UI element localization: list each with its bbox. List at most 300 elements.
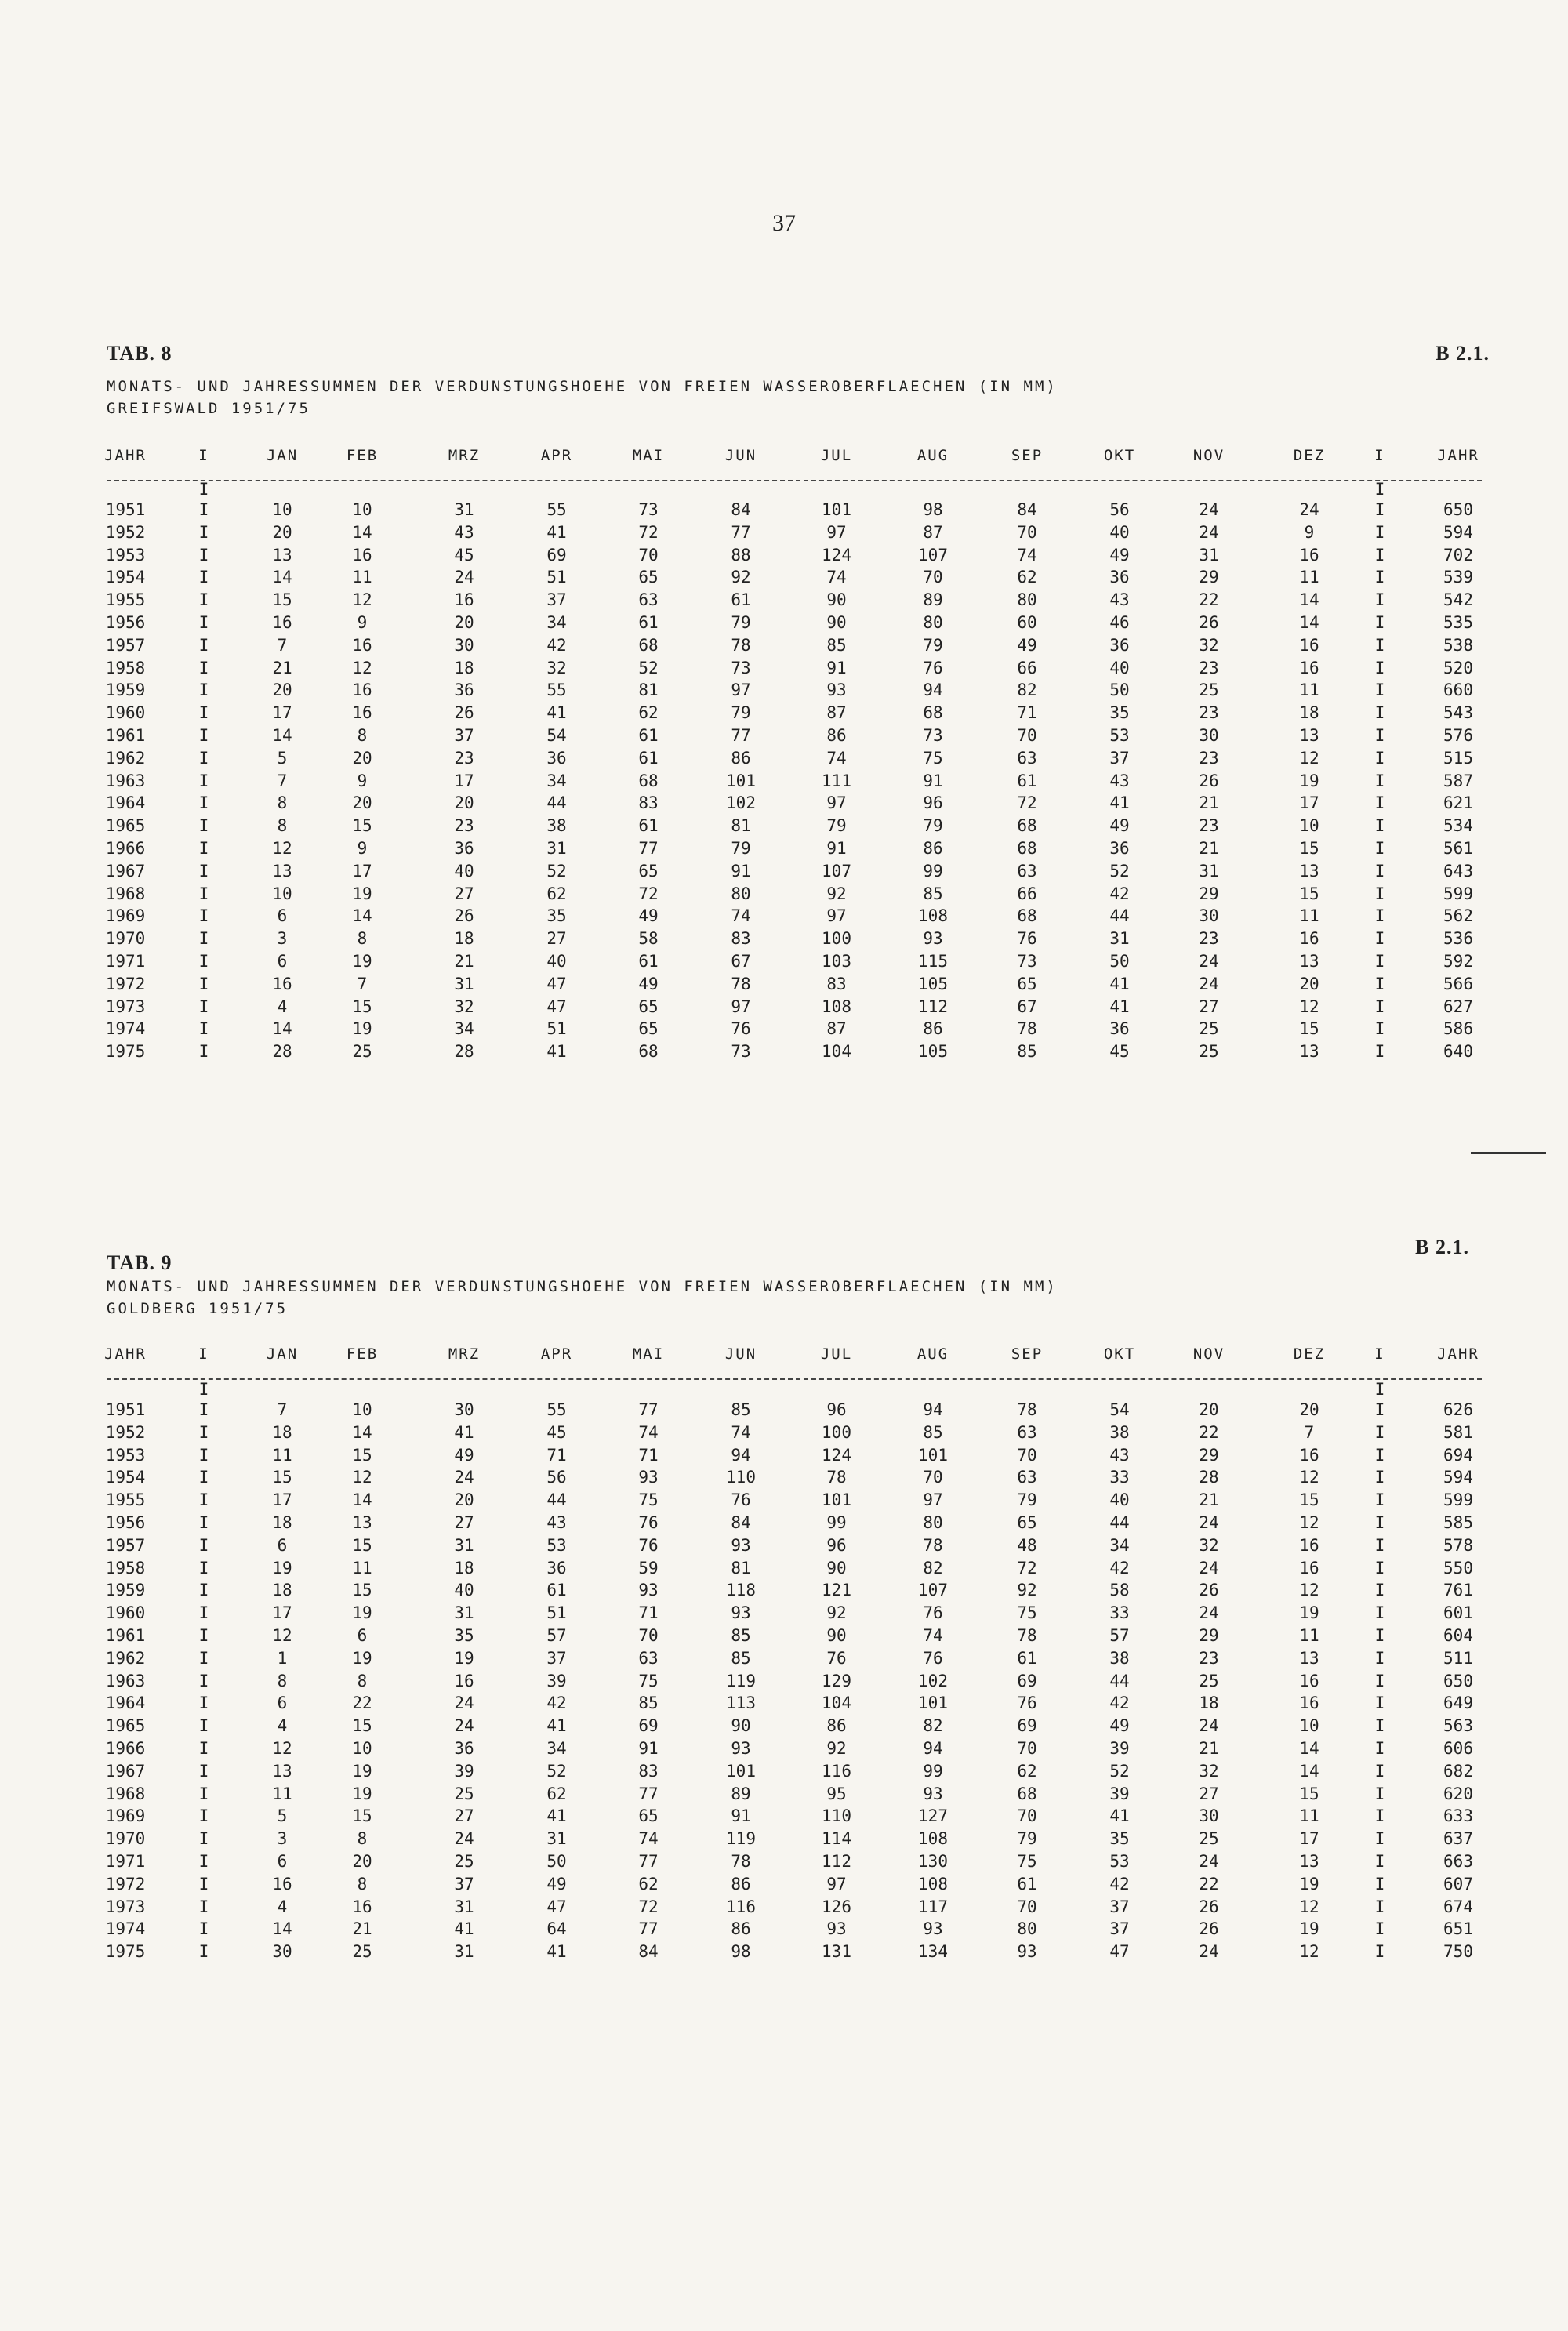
year-cell: 1974 — [105, 1919, 146, 1939]
separator-mark: I — [198, 1603, 209, 1623]
month-value-cell: 73 — [638, 500, 659, 519]
month-value-cell: 87 — [826, 1019, 847, 1039]
month-value-cell: 56 — [1109, 500, 1130, 519]
month-value-cell: 11 — [1299, 681, 1319, 700]
month-value-cell: 16 — [1299, 545, 1319, 565]
separator-mark: I — [198, 1019, 209, 1039]
month-value-cell: 26 — [1199, 1581, 1219, 1600]
month-value-cell: 130 — [918, 1852, 948, 1871]
month-value-cell: 28 — [1199, 1468, 1219, 1487]
month-value-cell: 16 — [454, 1671, 474, 1690]
month-value-cell: 79 — [731, 703, 751, 723]
month-value-cell: 14 — [352, 906, 372, 926]
month-value-cell: 61 — [546, 1581, 567, 1600]
year-cell: 1962 — [105, 748, 146, 768]
month-value-cell: 103 — [822, 952, 851, 971]
year-cell: 1971 — [105, 1852, 146, 1871]
month-value-cell: 36 — [546, 748, 567, 768]
column-header: FEB — [346, 447, 379, 464]
month-value-cell: 16 — [272, 1874, 292, 1893]
month-value-cell: 86 — [923, 839, 943, 858]
month-value-cell: 21 — [1199, 839, 1219, 858]
month-value-cell: 35 — [1109, 703, 1130, 723]
month-value-cell: 8 — [277, 793, 288, 813]
month-value-cell: 101 — [918, 1694, 948, 1713]
month-value-cell: 77 — [731, 522, 751, 542]
month-value-cell: 10 — [352, 1400, 372, 1419]
separator-mark: I — [1374, 906, 1385, 926]
column-header: JUN — [724, 447, 757, 464]
month-value-cell: 72 — [638, 522, 659, 542]
month-value-cell: 73 — [1017, 952, 1037, 971]
month-value-cell: 26 — [454, 703, 474, 723]
month-value-cell: 15 — [352, 1806, 372, 1826]
month-value-cell: 97 — [731, 681, 751, 700]
month-value-cell: 51 — [546, 1603, 567, 1623]
month-value-cell: 21 — [1199, 1490, 1219, 1510]
month-value-cell: 116 — [726, 1897, 756, 1916]
month-value-cell: 61 — [731, 590, 751, 610]
month-value-cell: 68 — [1017, 1784, 1037, 1803]
month-value-cell: 19 — [1299, 1919, 1319, 1939]
year-cell: 1957 — [105, 635, 146, 655]
month-value-cell: 32 — [1199, 1535, 1219, 1555]
month-value-cell: 75 — [1017, 1852, 1037, 1871]
month-value-cell: 79 — [923, 635, 943, 655]
month-value-cell: 31 — [546, 839, 567, 858]
separator-mark: I — [198, 793, 209, 813]
month-value-cell: 96 — [923, 793, 943, 813]
annual-total-cell: 561 — [1443, 839, 1473, 858]
month-value-cell: 41 — [546, 1806, 567, 1826]
month-value-cell: 8 — [357, 1874, 368, 1893]
month-value-cell: 38 — [546, 816, 567, 836]
separator-mark: I — [1374, 1829, 1385, 1849]
month-value-cell: 14 — [352, 1490, 372, 1510]
month-value-cell: 49 — [638, 906, 659, 926]
month-value-cell: 57 — [1109, 1626, 1130, 1645]
month-value-cell: 14 — [1299, 1761, 1319, 1781]
separator-mark: I — [1374, 1694, 1385, 1713]
month-value-cell: 62 — [638, 703, 659, 723]
month-value-cell: 71 — [546, 1445, 567, 1465]
month-value-cell: 15 — [272, 590, 292, 610]
month-value-cell: 40 — [546, 952, 567, 971]
column-header: DEZ — [1293, 447, 1326, 464]
month-value-cell: 67 — [731, 952, 751, 971]
month-value-cell: 12 — [1299, 1581, 1319, 1600]
month-value-cell: 85 — [638, 1694, 659, 1713]
column-header: MRZ — [448, 447, 481, 464]
month-value-cell: 101 — [726, 771, 756, 790]
month-value-cell: 119 — [726, 1671, 756, 1690]
annual-total-cell: 585 — [1443, 1513, 1473, 1532]
month-value-cell: 31 — [1199, 545, 1219, 565]
month-value-cell: 81 — [731, 816, 751, 836]
month-value-cell: 90 — [826, 1626, 847, 1645]
month-value-cell: 61 — [638, 726, 659, 745]
month-value-cell: 13 — [1299, 861, 1319, 880]
month-value-cell: 19 — [352, 884, 372, 903]
year-cell: 1972 — [105, 1874, 146, 1893]
month-value-cell: 50 — [546, 1852, 567, 1871]
annual-total-cell: 511 — [1443, 1648, 1473, 1668]
month-value-cell: 77 — [638, 1400, 659, 1419]
month-value-cell: 13 — [1299, 1852, 1319, 1871]
month-value-cell: 118 — [726, 1581, 756, 1600]
year-cell: 1959 — [105, 1581, 146, 1600]
month-value-cell: 74 — [923, 1626, 943, 1645]
month-value-cell: 31 — [454, 1942, 474, 1962]
month-value-cell: 15 — [352, 1581, 372, 1600]
month-value-cell: 14 — [272, 1019, 292, 1039]
month-value-cell: 76 — [638, 1513, 659, 1532]
separator-mark: I — [198, 480, 209, 499]
month-value-cell: 24 — [1299, 500, 1319, 519]
month-value-cell: 86 — [731, 1919, 751, 1939]
separator-mark: I — [1374, 1874, 1385, 1893]
column-header: JAHR — [1437, 1345, 1479, 1363]
month-value-cell: 85 — [1017, 1042, 1037, 1062]
month-value-cell: 25 — [1199, 1042, 1219, 1062]
month-value-cell: 93 — [731, 1603, 751, 1623]
annual-total-cell: 520 — [1443, 658, 1473, 677]
month-value-cell: 37 — [546, 590, 567, 610]
separator-mark: I — [198, 658, 209, 677]
month-value-cell: 39 — [546, 1671, 567, 1690]
month-value-cell: 10 — [352, 500, 372, 519]
separator-mark: I — [1374, 703, 1385, 723]
separator-mark: I — [198, 884, 209, 903]
month-value-cell: 86 — [826, 1716, 847, 1736]
month-value-cell: 15 — [1299, 1019, 1319, 1039]
month-value-cell: 25 — [352, 1042, 372, 1062]
month-value-cell: 70 — [1017, 1445, 1037, 1465]
month-value-cell: 41 — [546, 522, 567, 542]
annual-total-cell: 633 — [1443, 1806, 1473, 1826]
month-value-cell: 47 — [546, 974, 567, 993]
month-value-cell: 81 — [731, 1558, 751, 1578]
annual-total-cell: 627 — [1443, 997, 1473, 1016]
month-value-cell: 11 — [1299, 1626, 1319, 1645]
year-cell: 1958 — [105, 658, 146, 677]
separator-mark: I — [198, 929, 209, 949]
month-value-cell: 40 — [1109, 658, 1130, 677]
month-value-cell: 25 — [454, 1852, 474, 1871]
month-value-cell: 15 — [352, 816, 372, 836]
month-value-cell: 104 — [822, 1042, 851, 1062]
month-value-cell: 6 — [357, 1626, 368, 1645]
separator-mark: I — [1374, 1019, 1385, 1039]
month-value-cell: 57 — [546, 1626, 567, 1645]
separator-mark: I — [1374, 1535, 1385, 1555]
separator-mark: I — [198, 1626, 209, 1645]
month-value-cell: 85 — [731, 1648, 751, 1668]
separator-mark: I — [198, 861, 209, 880]
annual-total-cell: 542 — [1443, 590, 1473, 610]
table-code: B 2.1. — [1436, 342, 1490, 365]
month-value-cell: 12 — [272, 839, 292, 858]
annual-total-cell: 649 — [1443, 1694, 1473, 1713]
month-value-cell: 18 — [454, 929, 474, 949]
separator-mark: I — [1374, 793, 1385, 813]
month-value-cell: 42 — [1109, 884, 1130, 903]
annual-total-cell: 640 — [1443, 1042, 1473, 1062]
header-rule — [107, 1378, 1482, 1380]
month-value-cell: 100 — [822, 929, 851, 949]
month-value-cell: 16 — [352, 681, 372, 700]
month-value-cell: 52 — [546, 861, 567, 880]
table-subtitle: GREIFSWALD 1951/75 — [107, 400, 310, 417]
month-value-cell: 11 — [1299, 568, 1319, 587]
page-number: 37 — [772, 210, 796, 236]
month-value-cell: 23 — [1199, 1648, 1219, 1668]
month-value-cell: 30 — [454, 635, 474, 655]
month-value-cell: 27 — [1199, 1784, 1219, 1803]
separator-mark: I — [1374, 1648, 1385, 1668]
year-cell: 1968 — [105, 884, 146, 903]
month-value-cell: 24 — [454, 1468, 474, 1487]
year-cell: 1973 — [105, 997, 146, 1016]
year-cell: 1951 — [105, 1400, 146, 1419]
month-value-cell: 49 — [1109, 816, 1130, 836]
month-value-cell: 85 — [731, 1400, 751, 1419]
month-value-cell: 29 — [1199, 1626, 1219, 1645]
month-value-cell: 32 — [454, 997, 474, 1016]
month-value-cell: 27 — [454, 884, 474, 903]
month-value-cell: 52 — [638, 658, 659, 677]
month-value-cell: 22 — [1199, 590, 1219, 610]
separator-mark: I — [198, 1042, 209, 1062]
table-label: TAB. 9 — [107, 1251, 172, 1274]
month-value-cell: 12 — [272, 1739, 292, 1758]
annual-total-cell: 563 — [1443, 1716, 1473, 1736]
month-value-cell: 3 — [277, 1829, 288, 1849]
month-value-cell: 16 — [352, 1897, 372, 1916]
annual-total-cell: 651 — [1443, 1919, 1473, 1939]
month-value-cell: 53 — [1109, 1852, 1130, 1871]
month-value-cell: 16 — [272, 613, 292, 632]
month-value-cell: 23 — [1199, 929, 1219, 949]
month-value-cell: 97 — [826, 522, 847, 542]
month-value-cell: 65 — [638, 861, 659, 880]
separator-mark: I — [1374, 771, 1385, 790]
month-value-cell: 79 — [923, 816, 943, 836]
month-value-cell: 94 — [923, 1739, 943, 1758]
month-value-cell: 78 — [1017, 1626, 1037, 1645]
month-value-cell: 17 — [1299, 1829, 1319, 1849]
month-value-cell: 25 — [1199, 1829, 1219, 1849]
month-value-cell: 29 — [1199, 884, 1219, 903]
month-value-cell: 19 — [1299, 1603, 1319, 1623]
month-value-cell: 99 — [826, 1513, 847, 1532]
annual-total-cell: 581 — [1443, 1422, 1473, 1442]
separator-mark: I — [198, 771, 209, 790]
year-cell: 1962 — [105, 1648, 146, 1668]
annual-total-cell: 562 — [1443, 906, 1473, 926]
month-value-cell: 90 — [826, 1558, 847, 1578]
month-value-cell: 27 — [1199, 997, 1219, 1016]
month-value-cell: 86 — [731, 748, 751, 768]
month-value-cell: 13 — [272, 861, 292, 880]
month-value-cell: 73 — [731, 658, 751, 677]
month-value-cell: 82 — [923, 1558, 943, 1578]
column-header: APR — [540, 1345, 573, 1363]
month-value-cell: 78 — [1017, 1400, 1037, 1419]
month-value-cell: 124 — [822, 545, 851, 565]
month-value-cell: 67 — [1017, 997, 1037, 1016]
separator-mark: I — [198, 1829, 209, 1849]
month-value-cell: 40 — [1109, 1490, 1130, 1510]
month-value-cell: 50 — [1109, 681, 1130, 700]
month-value-cell: 19 — [352, 1019, 372, 1039]
year-cell: 1951 — [105, 500, 146, 519]
month-value-cell: 86 — [731, 1874, 751, 1893]
month-value-cell: 62 — [638, 1874, 659, 1893]
month-value-cell: 31 — [1199, 861, 1219, 880]
month-value-cell: 15 — [352, 997, 372, 1016]
month-value-cell: 76 — [638, 1535, 659, 1555]
month-value-cell: 88 — [731, 545, 751, 565]
month-value-cell: 61 — [638, 613, 659, 632]
month-value-cell: 83 — [638, 1761, 659, 1781]
month-value-cell: 52 — [1109, 1761, 1130, 1781]
month-value-cell: 97 — [731, 997, 751, 1016]
month-value-cell: 9 — [357, 771, 368, 790]
month-value-cell: 55 — [546, 681, 567, 700]
year-cell: 1958 — [105, 1558, 146, 1578]
month-value-cell: 17 — [1299, 793, 1319, 813]
month-value-cell: 19 — [352, 1784, 372, 1803]
month-value-cell: 107 — [918, 545, 948, 565]
annual-total-cell: 607 — [1443, 1874, 1473, 1893]
separator-mark: I — [198, 1852, 209, 1871]
month-value-cell: 39 — [454, 1761, 474, 1781]
month-value-cell: 11 — [1299, 1806, 1319, 1826]
separator-mark: I — [198, 681, 209, 700]
month-value-cell: 91 — [638, 1739, 659, 1758]
annual-total-cell: 535 — [1443, 613, 1473, 632]
month-value-cell: 28 — [454, 1042, 474, 1062]
separator-mark: I — [198, 997, 209, 1016]
month-value-cell: 77 — [638, 1919, 659, 1939]
month-value-cell: 34 — [1109, 1535, 1130, 1555]
annual-total-cell: 539 — [1443, 568, 1473, 587]
month-value-cell: 6 — [277, 1694, 288, 1713]
month-value-cell: 41 — [454, 1919, 474, 1939]
month-value-cell: 7 — [357, 974, 368, 993]
year-cell: 1970 — [105, 1829, 146, 1849]
month-value-cell: 13 — [352, 1513, 372, 1532]
month-value-cell: 24 — [454, 1716, 474, 1736]
month-value-cell: 9 — [357, 613, 368, 632]
month-value-cell: 86 — [923, 1019, 943, 1039]
month-value-cell: 37 — [454, 1874, 474, 1893]
month-value-cell: 63 — [1017, 861, 1037, 880]
month-value-cell: 33 — [1109, 1468, 1130, 1487]
month-value-cell: 11 — [352, 1558, 372, 1578]
year-cell: 1963 — [105, 771, 146, 790]
month-value-cell: 65 — [1017, 974, 1037, 993]
separator-mark: I — [1374, 1897, 1385, 1916]
month-value-cell: 35 — [546, 906, 567, 926]
month-value-cell: 110 — [726, 1468, 756, 1487]
month-value-cell: 77 — [638, 839, 659, 858]
separator-mark: I — [1374, 568, 1385, 587]
month-value-cell: 15 — [1299, 884, 1319, 903]
month-value-cell: 51 — [546, 1019, 567, 1039]
separator-mark: I — [1374, 748, 1385, 768]
month-value-cell: 30 — [1199, 1806, 1219, 1826]
month-value-cell: 8 — [357, 726, 368, 745]
month-value-cell: 61 — [638, 748, 659, 768]
separator-mark: I — [1374, 816, 1385, 836]
month-value-cell: 80 — [923, 613, 943, 632]
month-value-cell: 70 — [1017, 1739, 1037, 1758]
month-value-cell: 6 — [277, 1852, 288, 1871]
month-value-cell: 46 — [1109, 613, 1130, 632]
month-value-cell: 20 — [352, 1852, 372, 1871]
annual-total-cell: 694 — [1443, 1445, 1473, 1465]
month-value-cell: 71 — [638, 1445, 659, 1465]
month-value-cell: 40 — [454, 1581, 474, 1600]
year-cell: 1960 — [105, 703, 146, 723]
column-header: APR — [540, 447, 573, 464]
annual-total-cell: 550 — [1443, 1558, 1473, 1578]
month-value-cell: 20 — [272, 522, 292, 542]
month-value-cell: 93 — [923, 1784, 943, 1803]
month-value-cell: 21 — [454, 952, 474, 971]
month-value-cell: 12 — [1299, 1468, 1319, 1487]
month-value-cell: 62 — [1017, 1761, 1037, 1781]
month-value-cell: 63 — [1017, 748, 1037, 768]
column-header: AUG — [916, 1345, 949, 1363]
month-value-cell: 36 — [546, 1558, 567, 1578]
month-value-cell: 75 — [1017, 1603, 1037, 1623]
month-value-cell: 108 — [918, 1874, 948, 1893]
year-cell: 1954 — [105, 1468, 146, 1487]
year-cell: 1966 — [105, 839, 146, 858]
month-value-cell: 13 — [1299, 952, 1319, 971]
month-value-cell: 98 — [923, 500, 943, 519]
year-cell: 1964 — [105, 793, 146, 813]
month-value-cell: 8 — [357, 1829, 368, 1849]
month-value-cell: 58 — [1109, 1581, 1130, 1600]
separator-mark: I — [198, 839, 209, 858]
month-value-cell: 19 — [1299, 1874, 1319, 1893]
month-value-cell: 36 — [454, 681, 474, 700]
month-value-cell: 42 — [1109, 1694, 1130, 1713]
column-header: JUN — [724, 1345, 757, 1363]
month-value-cell: 101 — [918, 1445, 948, 1465]
month-value-cell: 8 — [357, 1671, 368, 1690]
separator-mark: I — [198, 974, 209, 993]
month-value-cell: 17 — [272, 1603, 292, 1623]
month-value-cell: 72 — [638, 1897, 659, 1916]
month-value-cell: 84 — [731, 500, 751, 519]
month-value-cell: 79 — [731, 613, 751, 632]
separator-mark: I — [198, 748, 209, 768]
month-value-cell: 16 — [1299, 1694, 1319, 1713]
month-value-cell: 29 — [1199, 568, 1219, 587]
separator-mark: I — [1374, 1042, 1385, 1062]
month-value-cell: 102 — [726, 793, 756, 813]
month-value-cell: 7 — [277, 635, 288, 655]
month-value-cell: 112 — [918, 997, 948, 1016]
month-value-cell: 68 — [638, 635, 659, 655]
separator-mark: I — [198, 1897, 209, 1916]
annual-total-cell: 586 — [1443, 1019, 1473, 1039]
